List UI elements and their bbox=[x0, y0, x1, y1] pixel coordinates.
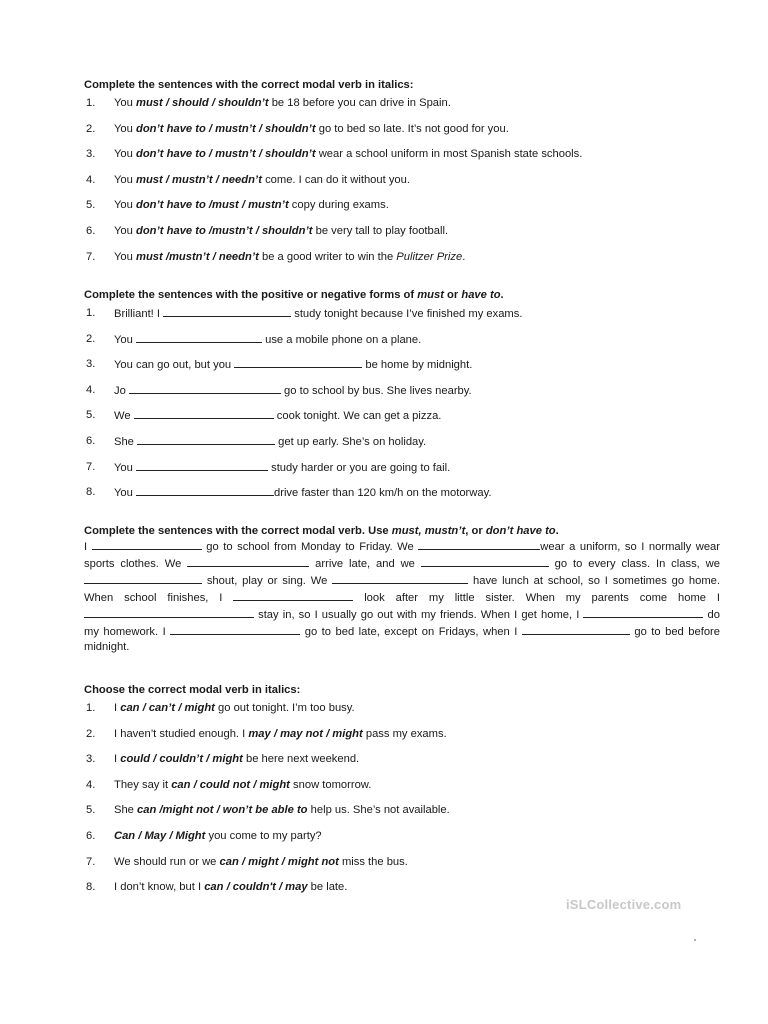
modal-options[interactable]: can /might not / won’t be able to bbox=[137, 804, 308, 817]
exercise-item bbox=[84, 408, 724, 434]
answer-blank[interactable] bbox=[234, 357, 362, 368]
item-text: you come to my party? bbox=[205, 829, 322, 842]
exercise-4 bbox=[84, 683, 724, 906]
answer-blank[interactable] bbox=[136, 485, 274, 496]
exercise-item bbox=[84, 803, 724, 829]
heading-text: , or bbox=[465, 525, 486, 537]
item-number: 7. bbox=[86, 855, 96, 868]
answer-blank[interactable] bbox=[136, 332, 262, 343]
item-number: 7. bbox=[86, 250, 96, 263]
answer-blank[interactable] bbox=[418, 539, 540, 550]
heading-emphasis: don’t have to bbox=[485, 525, 556, 537]
item-text: drive faster than 120 km/h on the motorway. bbox=[274, 487, 492, 500]
item-text: wear a school uniform in most Spanish state schools. bbox=[315, 148, 583, 161]
item-text: I bbox=[114, 753, 121, 766]
answer-blank[interactable] bbox=[421, 556, 549, 567]
item-text: Brilliant! I bbox=[114, 308, 161, 320]
item-text: be here next weekend. bbox=[242, 753, 360, 766]
item-text: study tonight because I’ve finished my exams. bbox=[291, 308, 523, 320]
answer-blank[interactable] bbox=[163, 306, 291, 317]
item-text: They say it bbox=[114, 778, 172, 791]
exercise-item bbox=[84, 357, 724, 383]
exercise-2-heading bbox=[84, 288, 724, 302]
answer-blank[interactable] bbox=[129, 383, 281, 394]
modal-options[interactable]: must /mustn’t / needn’t bbox=[136, 250, 259, 263]
page-mark bbox=[694, 939, 696, 941]
item-text: be late. bbox=[307, 881, 348, 894]
item-number: 6. bbox=[86, 434, 96, 447]
item-text: You bbox=[114, 122, 136, 135]
answer-blank[interactable] bbox=[137, 434, 275, 445]
item-number: 5. bbox=[86, 409, 96, 422]
answer-blank[interactable] bbox=[136, 460, 268, 471]
exercise-item bbox=[84, 485, 724, 511]
exercise-1 bbox=[84, 78, 724, 275]
watermark: iSLCollective.com bbox=[566, 897, 682, 912]
heading-text: Complete the sentences with the correct modal verb. Use bbox=[84, 525, 392, 537]
paragraph-text: I bbox=[84, 541, 88, 553]
paragraph-text: go to bed before midnight. bbox=[84, 625, 720, 654]
item-text: You bbox=[114, 97, 136, 109]
exercise-item bbox=[84, 752, 724, 778]
item-number: 4. bbox=[86, 778, 96, 791]
item-text: go to school by bus. She lives nearby. bbox=[280, 384, 472, 397]
paragraph-text: do my homework. I bbox=[84, 608, 720, 638]
item-number: 4. bbox=[86, 383, 96, 396]
modal-options[interactable]: could / couldn’t / might bbox=[120, 753, 243, 766]
item-text: You bbox=[114, 333, 133, 346]
modal-options[interactable]: don’t have to / mustn’t / shouldn’t bbox=[136, 122, 316, 135]
exercise-item bbox=[84, 383, 724, 409]
item-text: be very tall to play football. bbox=[312, 224, 449, 237]
exercise-item bbox=[84, 829, 724, 855]
item-number: 5. bbox=[86, 804, 96, 817]
answer-blank[interactable] bbox=[84, 607, 254, 618]
item-number: 8. bbox=[86, 486, 96, 499]
item-text: use a mobile phone on a plane. bbox=[262, 333, 422, 346]
item-number: 5. bbox=[86, 199, 96, 212]
item-text: cook tonight. We can get a pizza. bbox=[273, 410, 442, 423]
item-text: help us. She’s not available. bbox=[307, 804, 450, 817]
item-text: You bbox=[114, 487, 133, 500]
answer-blank[interactable] bbox=[134, 408, 274, 419]
paragraph-text: look after my little sister. When my parents come home I bbox=[353, 591, 720, 604]
paragraph-text: shout, play or sing. We bbox=[202, 574, 333, 587]
item-text: She bbox=[114, 804, 138, 817]
item-text: come. I can do it without you. bbox=[261, 173, 410, 186]
exercise-4-heading: Choose the correct modal verb in italics: bbox=[84, 684, 301, 696]
answer-blank[interactable] bbox=[583, 607, 703, 618]
modal-options[interactable]: don’t have to /mustn’t / shouldn’t bbox=[136, 224, 313, 237]
item-text: miss the bus. bbox=[338, 855, 408, 868]
heading-text: . bbox=[555, 525, 559, 537]
exercise-item bbox=[84, 778, 724, 804]
item-number: 6. bbox=[86, 224, 96, 237]
modal-options[interactable]: can / couldn't / may bbox=[204, 881, 308, 894]
item-text: We bbox=[114, 410, 131, 423]
paragraph-text: go to school from Monday to Friday. We bbox=[201, 541, 419, 553]
exercise-item bbox=[84, 198, 724, 224]
paragraph-text: have lunch at school, so I sometimes go home. When school finishes, I bbox=[84, 574, 721, 604]
modal-options[interactable]: Can / May / Might bbox=[114, 829, 206, 842]
item-text: pass my exams. bbox=[362, 727, 447, 740]
item-number: 4. bbox=[86, 173, 96, 186]
exercise-3-heading bbox=[84, 524, 724, 538]
item-text: Jo bbox=[114, 384, 126, 397]
item-text: study harder or you are going to fail. bbox=[268, 461, 451, 474]
exercise-2 bbox=[84, 288, 724, 511]
heading-text: . bbox=[500, 289, 504, 301]
answer-blank[interactable] bbox=[522, 624, 630, 635]
gap-fill-paragraph bbox=[84, 539, 724, 656]
exercise-item bbox=[84, 434, 724, 460]
item-number: 1. bbox=[86, 702, 96, 714]
heading-emphasis: must bbox=[417, 289, 444, 301]
answer-blank[interactable] bbox=[170, 624, 300, 635]
item-text: go out tonight. I’m too busy. bbox=[214, 702, 355, 714]
item-text: . bbox=[462, 250, 466, 263]
item-number: 3. bbox=[86, 358, 96, 371]
answer-blank[interactable] bbox=[187, 556, 309, 567]
paragraph-text: go to every class. In class, we bbox=[548, 557, 720, 570]
item-italic-text: Pulitzer Prize bbox=[396, 250, 463, 263]
paragraph-text: go to bed late, except on Fridays, when I bbox=[300, 625, 522, 638]
exercise-item bbox=[84, 250, 724, 276]
exercise-item bbox=[84, 96, 724, 122]
item-text: You bbox=[114, 173, 136, 186]
item-number: 2. bbox=[86, 332, 96, 345]
item-text: You bbox=[114, 199, 136, 212]
item-number: 2. bbox=[86, 727, 96, 740]
item-text: You bbox=[114, 461, 133, 474]
item-text: I haven’t studied enough. I bbox=[114, 727, 249, 740]
modal-options[interactable]: can / might / might not bbox=[219, 855, 339, 868]
item-text: get up early. She’s on holiday. bbox=[275, 435, 427, 448]
exercise-item bbox=[84, 122, 724, 148]
exercise-item bbox=[84, 727, 724, 753]
item-text: We should run or we bbox=[114, 855, 220, 868]
modal-options[interactable]: must / should / shouldn’t bbox=[136, 97, 269, 109]
heading-emphasis: have to bbox=[461, 289, 501, 301]
item-number: 8. bbox=[86, 881, 96, 894]
answer-blank[interactable] bbox=[332, 573, 468, 584]
exercise-item bbox=[84, 224, 724, 250]
exercise-item bbox=[84, 855, 724, 881]
exercise-item bbox=[84, 306, 724, 332]
item-number: 3. bbox=[86, 148, 96, 161]
item-number: 7. bbox=[86, 460, 96, 473]
exercise-3 bbox=[84, 524, 724, 656]
item-number: 2. bbox=[86, 122, 96, 135]
item-text: copy during exams. bbox=[288, 199, 389, 212]
item-text: She bbox=[114, 435, 134, 448]
item-text: I don’t know, but I bbox=[114, 881, 205, 894]
heading-emphasis: must, mustn’t bbox=[391, 525, 466, 537]
modal-options[interactable]: must / mustn’t / needn’t bbox=[136, 173, 262, 186]
item-text: be a good writer to win the bbox=[258, 250, 397, 263]
paragraph-text: stay in, so I usually go out with my friends. When I get home, I bbox=[254, 608, 584, 621]
exercise-1-heading: Complete the sentences with the correct modal verb in italics: bbox=[84, 79, 414, 91]
item-number: 3. bbox=[86, 753, 96, 766]
item-text: snow tomorrow. bbox=[289, 778, 372, 791]
heading-text: or bbox=[443, 289, 462, 301]
heading-text: Complete the sentences with the positive or negative forms of bbox=[84, 289, 418, 301]
item-text: You bbox=[114, 224, 136, 237]
paragraph-text: arrive late, and we bbox=[309, 557, 421, 570]
item-text: You can go out, but you bbox=[114, 359, 232, 372]
paragraph-text: wear a uniform, so I normally wear sports clothes. We bbox=[84, 541, 720, 570]
item-text: I bbox=[114, 702, 121, 714]
exercise-item bbox=[84, 173, 724, 199]
modal-options[interactable]: can / can’t / might bbox=[120, 702, 215, 714]
item-number: 1. bbox=[86, 97, 96, 109]
modal-options[interactable]: don’t have to /must / mustn’t bbox=[136, 199, 289, 212]
item-text: You bbox=[114, 148, 136, 161]
exercise-item bbox=[84, 332, 724, 358]
answer-blank[interactable] bbox=[233, 590, 353, 601]
answer-blank[interactable] bbox=[84, 573, 202, 584]
item-text: go to bed so late. It’s not good for you. bbox=[315, 122, 509, 135]
modal-options[interactable]: may / may not / might bbox=[248, 727, 363, 740]
item-number: 1. bbox=[86, 307, 96, 319]
item-number: 6. bbox=[86, 829, 96, 842]
exercise-item bbox=[84, 147, 724, 173]
item-text: be home by midnight. bbox=[362, 359, 473, 372]
exercise-item bbox=[84, 701, 724, 727]
item-text: You bbox=[114, 250, 136, 263]
item-text: be 18 before you can drive in Spain. bbox=[268, 97, 451, 109]
answer-blank[interactable] bbox=[92, 539, 202, 550]
modal-options[interactable]: don’t have to / mustn’t / shouldn’t bbox=[136, 148, 316, 161]
modal-options[interactable]: can / could not / might bbox=[171, 778, 290, 791]
exercise-item bbox=[84, 460, 724, 486]
